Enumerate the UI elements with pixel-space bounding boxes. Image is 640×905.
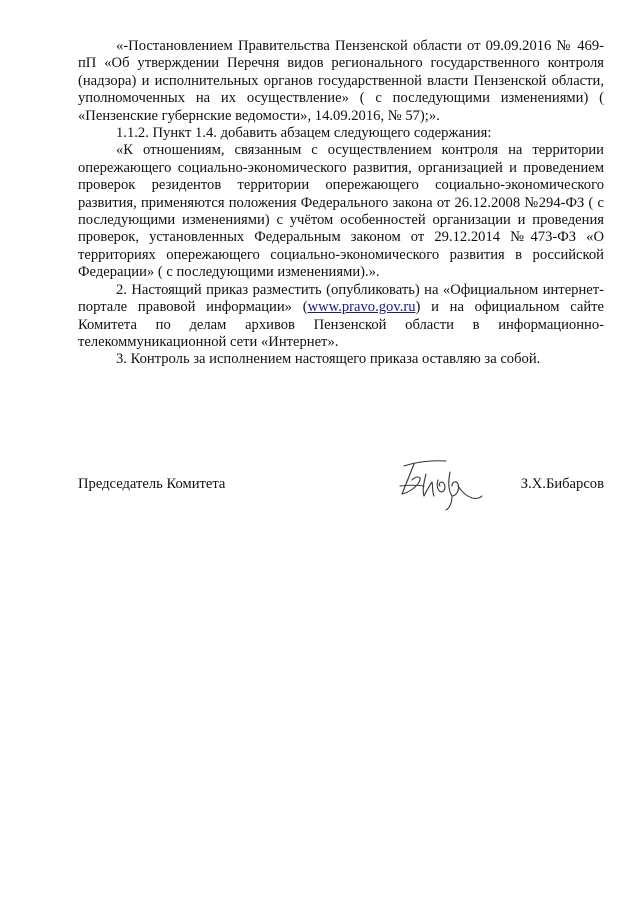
paragraph-decree-reference: «-Постановлением Правительства Пензенской области от 09.09.2016 № 469-пП «Об утверждении Перечня видов регионального государственного контроля (надзора) и исполнительных органов государственной власти Пензенской области, уполномоченных на их осуществление» ( с последующими изменениями) ( «Пензенские губернские ведомости», 14.09.2016, № 57);». — [78, 38, 604, 124]
signature-block — [78, 470, 604, 510]
document-body — [78, 38, 604, 369]
paragraph-2-after-link: ) и на официальном сайте Комитета по делам архивов Пензенской области в информационно-телекоммуникационной сети «Интернет». — [78, 299, 605, 350]
signer-position: Председатель Комитета — [78, 476, 226, 492]
paragraph-added-text: «К отношениям, связанным с осуществлением контроля на территории опережающего социально-экономического развития, организацией и проведением проверок резидентов территории опережающего социально-экономического развития, применяются положения Федерального закона от 26.12.2008 №294-ФЗ ( с последующими изменениями) с учётом особенностей организации и проведения проверок, установленных Федеральным законом от 29.12.2014 №473-ФЗ «О территориях опережающего социально-экономического развития в российской Федерации» ( с последующими изменениями).». — [78, 142, 604, 281]
handwritten-signature — [396, 452, 486, 512]
pravo-gov-link[interactable]: www.pravo.gov.ru — [307, 299, 416, 316]
paragraph-1-1-2: 1.1.2. Пункт 1.4. добавить абзацем следующего содержания: — [116, 125, 492, 142]
paragraph-2-before-link: 2. Настоящий приказ разместить (опубликовать) на «Официальном интернет-портале правовой информации» ( — [78, 281, 604, 316]
paragraph-2-publication — [78, 282, 604, 352]
paragraph-3-control: 3. Контроль за исполнением настоящего приказа оставляю за собой. — [116, 351, 541, 368]
signer-name: З.Х.Бибарсов — [520, 476, 604, 492]
